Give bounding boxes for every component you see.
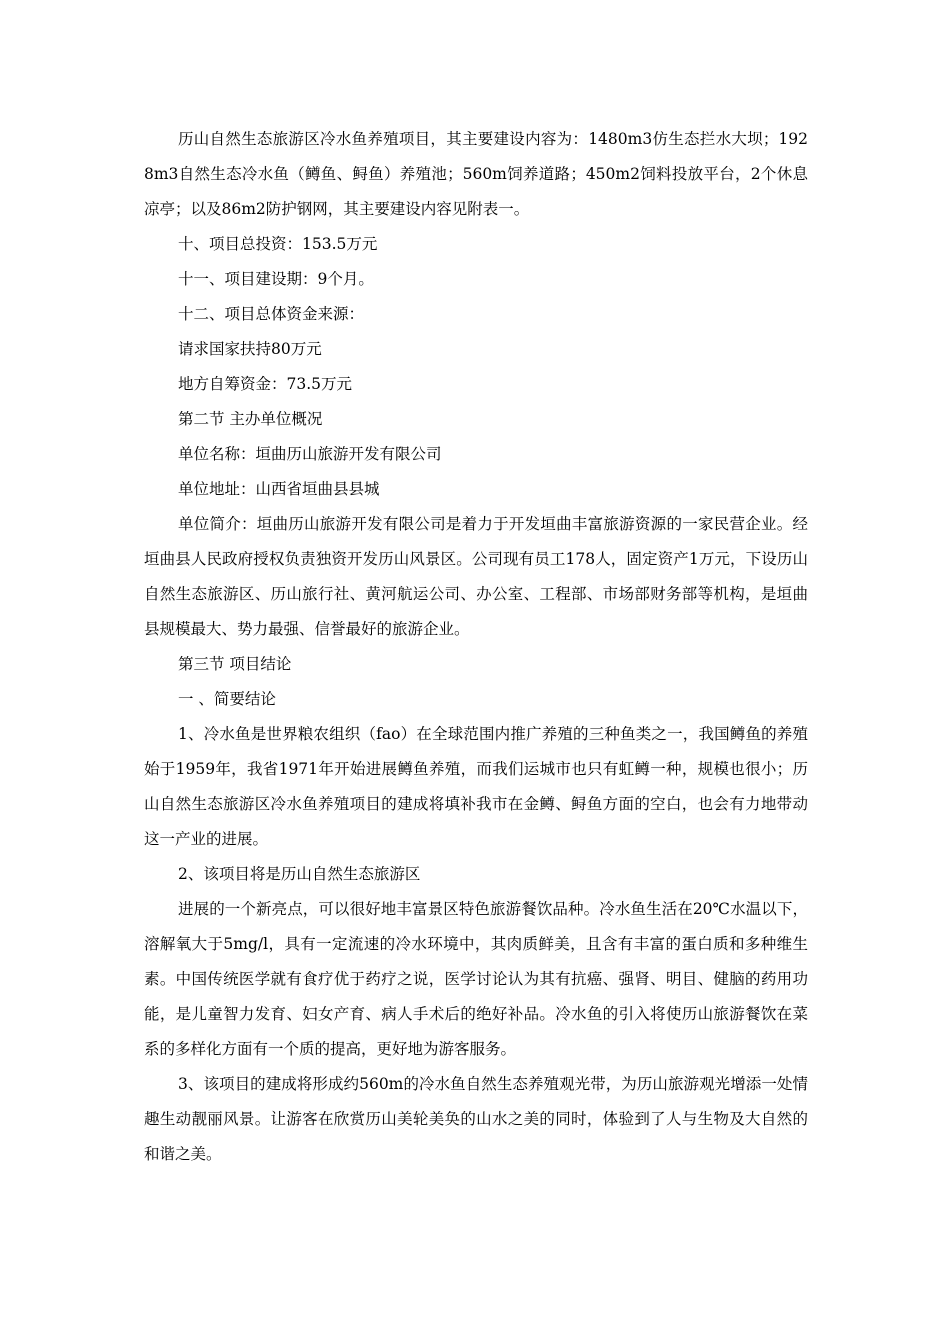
paragraph-unit-address: 单位地址：山西省垣曲县县城 (178, 480, 380, 498)
paragraph-local-funds: 地方自筹资金：73.5万元 (178, 375, 353, 393)
paragraph-conclusion-2: 2、该项目将是历山自然生态旅游区 (178, 865, 421, 883)
section-heading-conclusion: 第三节 项目结论 (178, 655, 292, 673)
paragraph-conclusion-1: 1、冷水鱼是世界粮农组织（fao）在全球范围内推广养殖的三种鱼类之一，我国鳟鱼的养殖始于1959年，我省1971年开始进展鳟鱼养殖，而我们运城市也只有虹鳟一种，规模也很小；历山自然生态旅游区冷水鱼养殖项目的建成将填补我市在金鳟、鲟鱼方面的空白，也会有力地带动这一产业的进展。 (144, 725, 808, 848)
subheading-brief-conclusion: 一 、简要结论 (178, 690, 276, 708)
paragraph-unit-profile: 单位简介：垣曲历山旅游开发有限公司是着力于开发垣曲丰富旅游资源的一家民营企业。经垣曲县人民政府授权负责独资开发历山风景区。公司现有员工178人，固定资产1万元，下设历山自然生态旅游区、历山旅行社、黄河航运公司、办公室、工程部、市场部财务部等机构，是垣曲县规模最大、势力最强、信誉最好的旅游企业。 (144, 515, 808, 638)
paragraph-conclusion-2-detail: 进展的一个新亮点，可以很好地丰富景区特色旅游餐饮品种。冷水鱼生活在20℃水温以下，溶解氧大于5mg/l，具有一定流速的冷水环境中，其肉质鲜美，且含有丰富的蛋白质和多种维生素。中国传统医学就有食疗优于药疗之说，医学讨论认为其有抗癌、强肾、明目、健脑的药用功能，是儿童智力发育、妇女产育、病人手术后的绝好补品。冷水鱼的引入将使历山旅游餐饮在菜系的多样化方面有一个质的提高，更好地为游客服务。 (144, 900, 808, 1058)
paragraph-state-support: 请求国家扶持80万元 (178, 340, 322, 358)
paragraph-unit-name: 单位名称：垣曲历山旅游开发有限公司 (178, 445, 442, 463)
paragraph-total-investment: 十、项目总投资：153.5万元 (178, 235, 378, 253)
document-body (144, 122, 808, 1172)
paragraph-funding-source: 十二、项目总体资金来源： (178, 305, 365, 323)
section-heading-sponsor: 第二节 主办单位概况 (178, 410, 323, 428)
paragraph-construction-content: 历山自然生态旅游区冷水鱼养殖项目，其主要建设内容为：1480m3仿生态拦水大坝；1928m3自然生态冷水鱼（鳟鱼、鲟鱼）养殖池；560m饲养道路；450m2饲料投放平台，2个休息凉亭；以及86m2防护钢网，其主要建设内容见附表一。 (144, 130, 808, 218)
paragraph-construction-period: 十一、项目建设期：9个月。 (178, 270, 374, 288)
paragraph-conclusion-3: 3、该项目的建成将形成约560m的冷水鱼自然生态养殖观光带，为历山旅游观光增添一处情趣生动靓丽风景。让游客在欣赏历山美轮美奂的山水之美的同时，体验到了人与生物及大自然的和谐之美。 (144, 1075, 808, 1163)
